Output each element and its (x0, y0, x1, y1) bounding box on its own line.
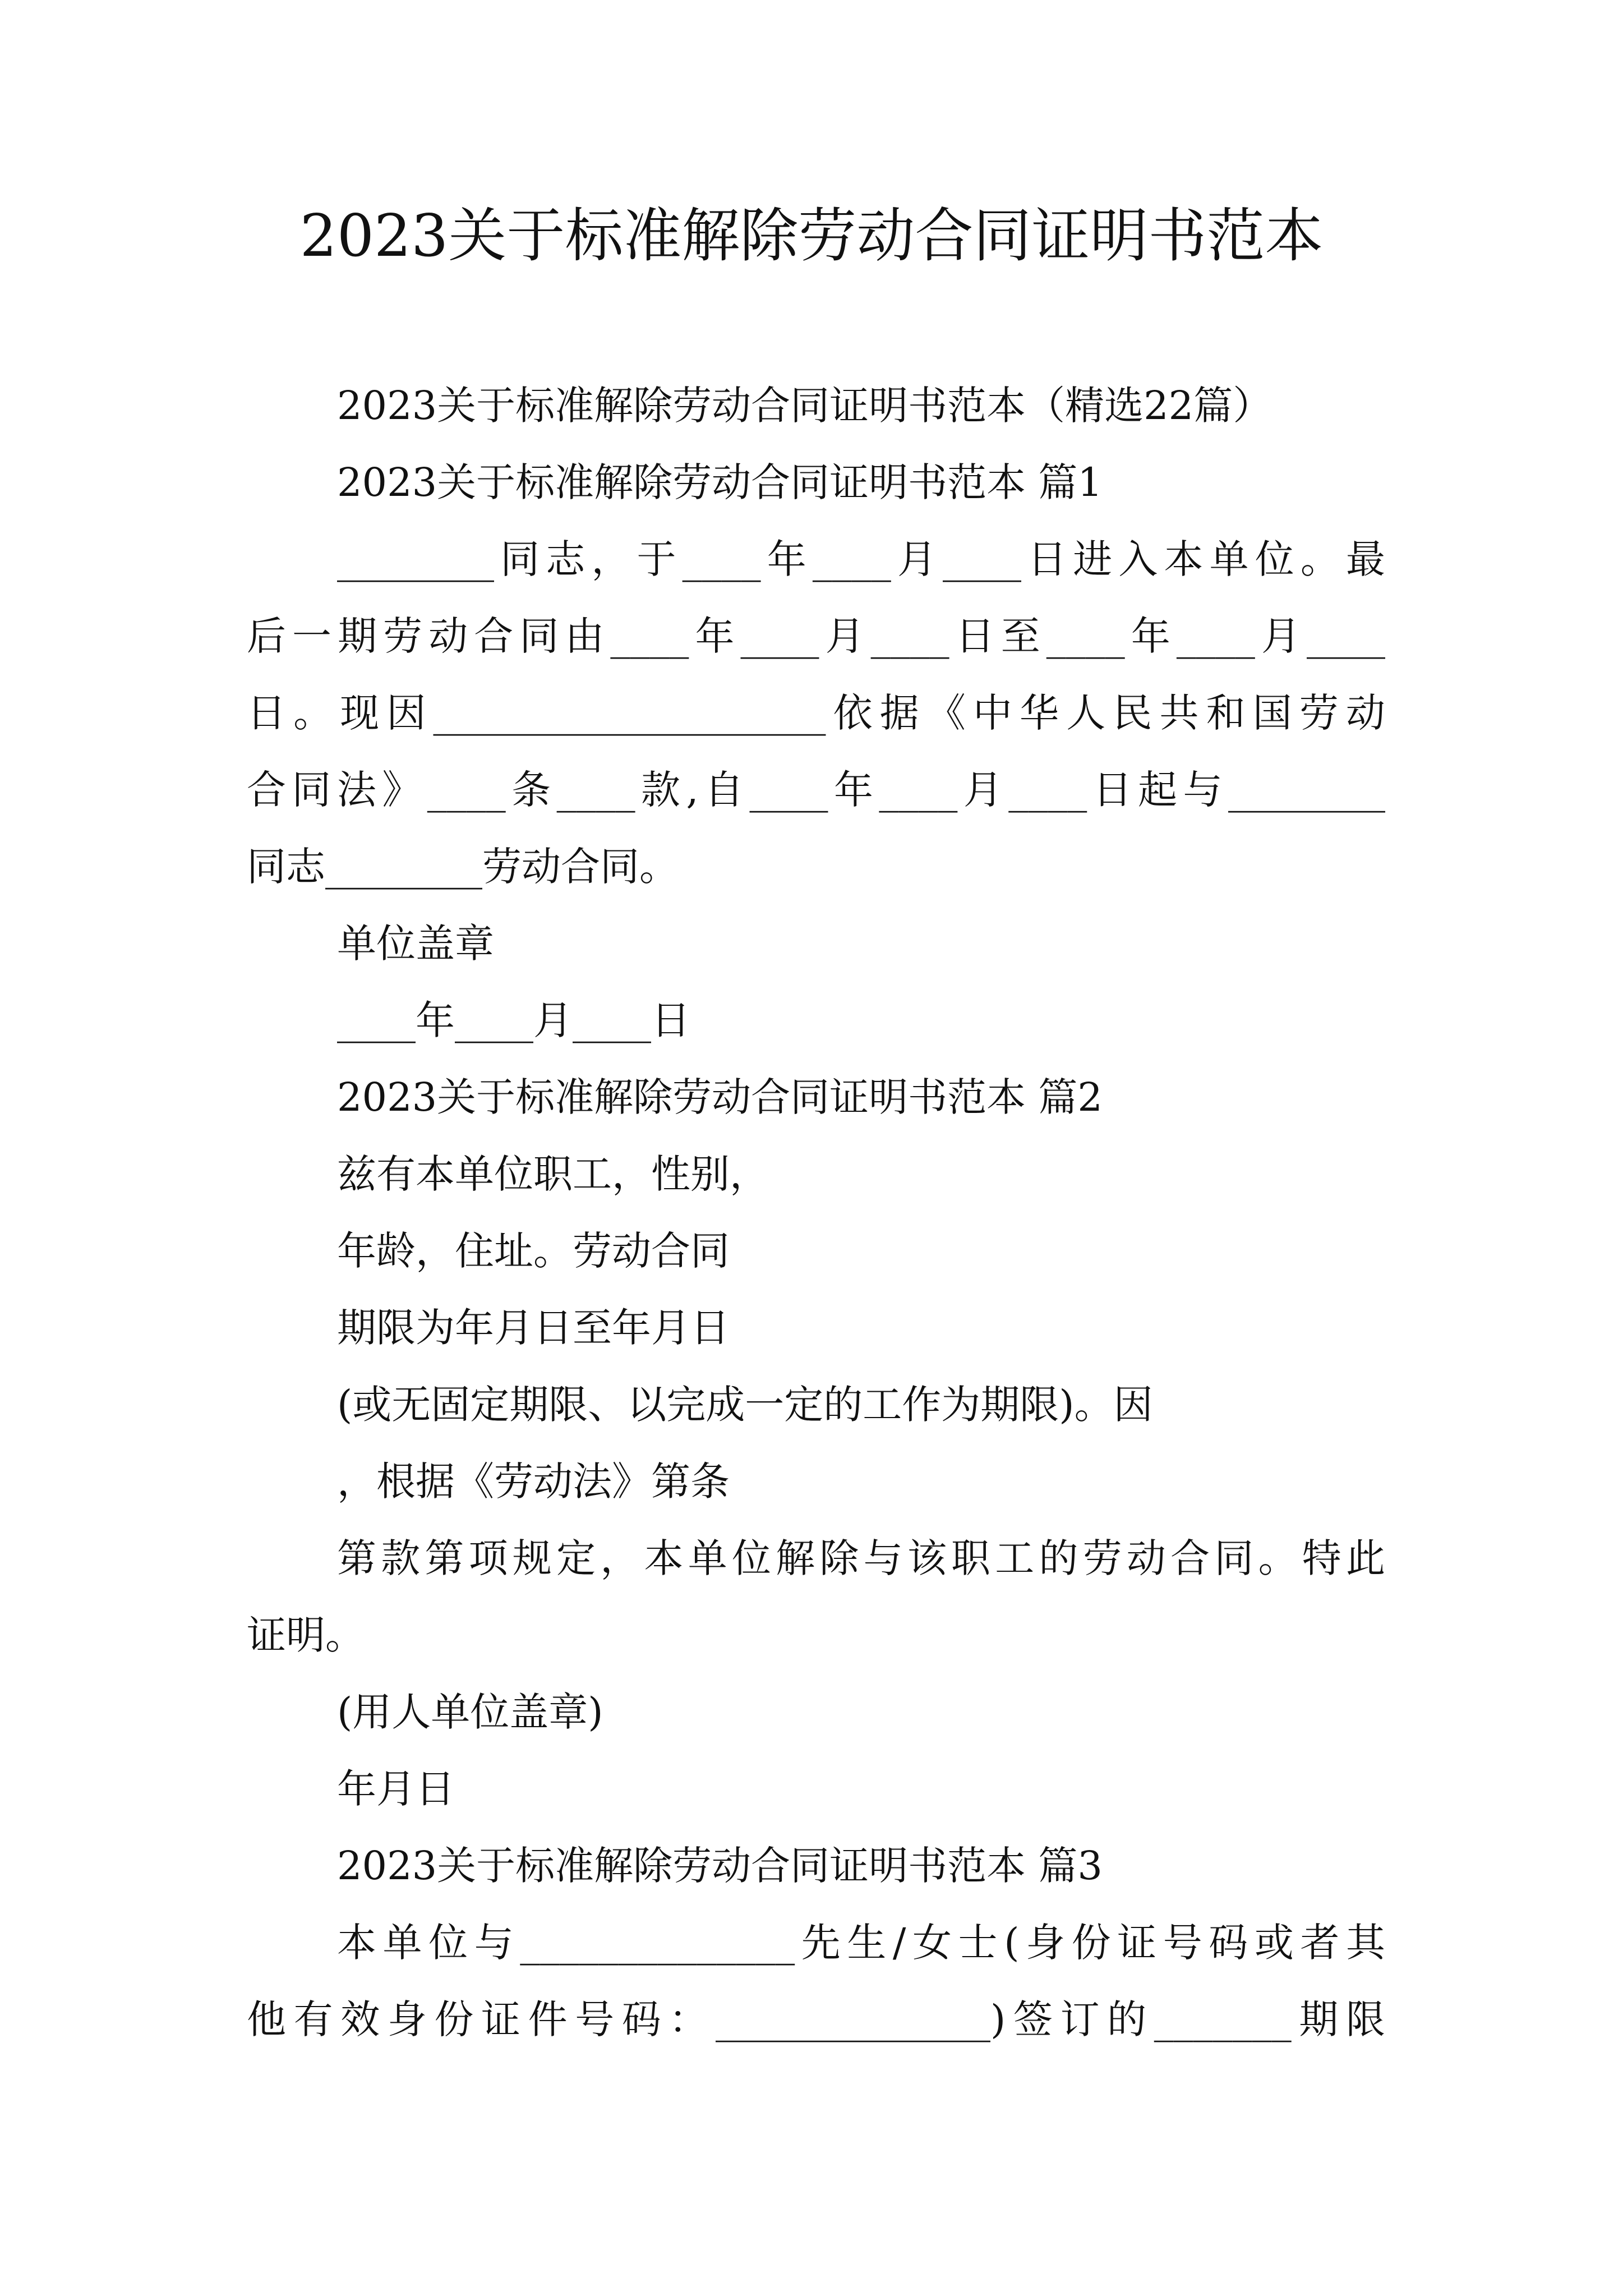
body-line: 同志________劳动合同。 (247, 844, 679, 890)
document-body (247, 367, 1385, 2058)
body-line: (或无固定期限、以完成一定的工作为期限)。因 (337, 1382, 1153, 1428)
date-line: ____年____月____日 (337, 997, 690, 1043)
body-line: 证明。 (247, 1612, 365, 1658)
body-line-subtitle: 2023关于标准解除劳动合同证明书范本（精选22篇） (337, 383, 1272, 429)
body-line: 日。现因____________________依据《中华人民共和国劳动 (247, 690, 1385, 736)
date-line: 年月日 (337, 1766, 455, 1812)
document-title: 2023关于标准解除劳动合同证明书范本 (299, 201, 1324, 270)
body-line: 兹有本单位职工，性别， (337, 1151, 769, 1197)
seal-label: 单位盖章 (337, 921, 494, 967)
section-heading-3: 2023关于标准解除劳动合同证明书范本 篇3 (337, 1843, 1103, 1889)
seal-label: (用人单位盖章) (337, 1689, 603, 1735)
body-line: 年龄，住址。劳动合同 (337, 1228, 730, 1274)
body-line: ________同志，于____年____月____日进入本单位。最 (337, 536, 1385, 582)
body-line: 本单位与______________先生/女士(身份证号码或者其 (337, 1920, 1385, 1966)
body-line: 后一期劳动合同由____年____月____日至____年____月____ (247, 613, 1385, 659)
body-line: 第款第项规定，本单位解除与该职工的劳动合同。特此 (337, 1535, 1385, 1581)
body-line: 合同法》____条____款,自____年____月____日起与________ (247, 767, 1385, 813)
section-heading-1: 2023关于标准解除劳动合同证明书范本 篇1 (337, 459, 1103, 505)
body-line: 期限为年月日至年月日 (337, 1305, 730, 1351)
body-line: 他有效身份证件号码：______________)签订的_______期限 (247, 1996, 1385, 2042)
body-line: ，根据《劳动法》第条 (337, 1458, 730, 1504)
section-heading-2: 2023关于标准解除劳动合同证明书范本 篇2 (337, 1074, 1103, 1120)
